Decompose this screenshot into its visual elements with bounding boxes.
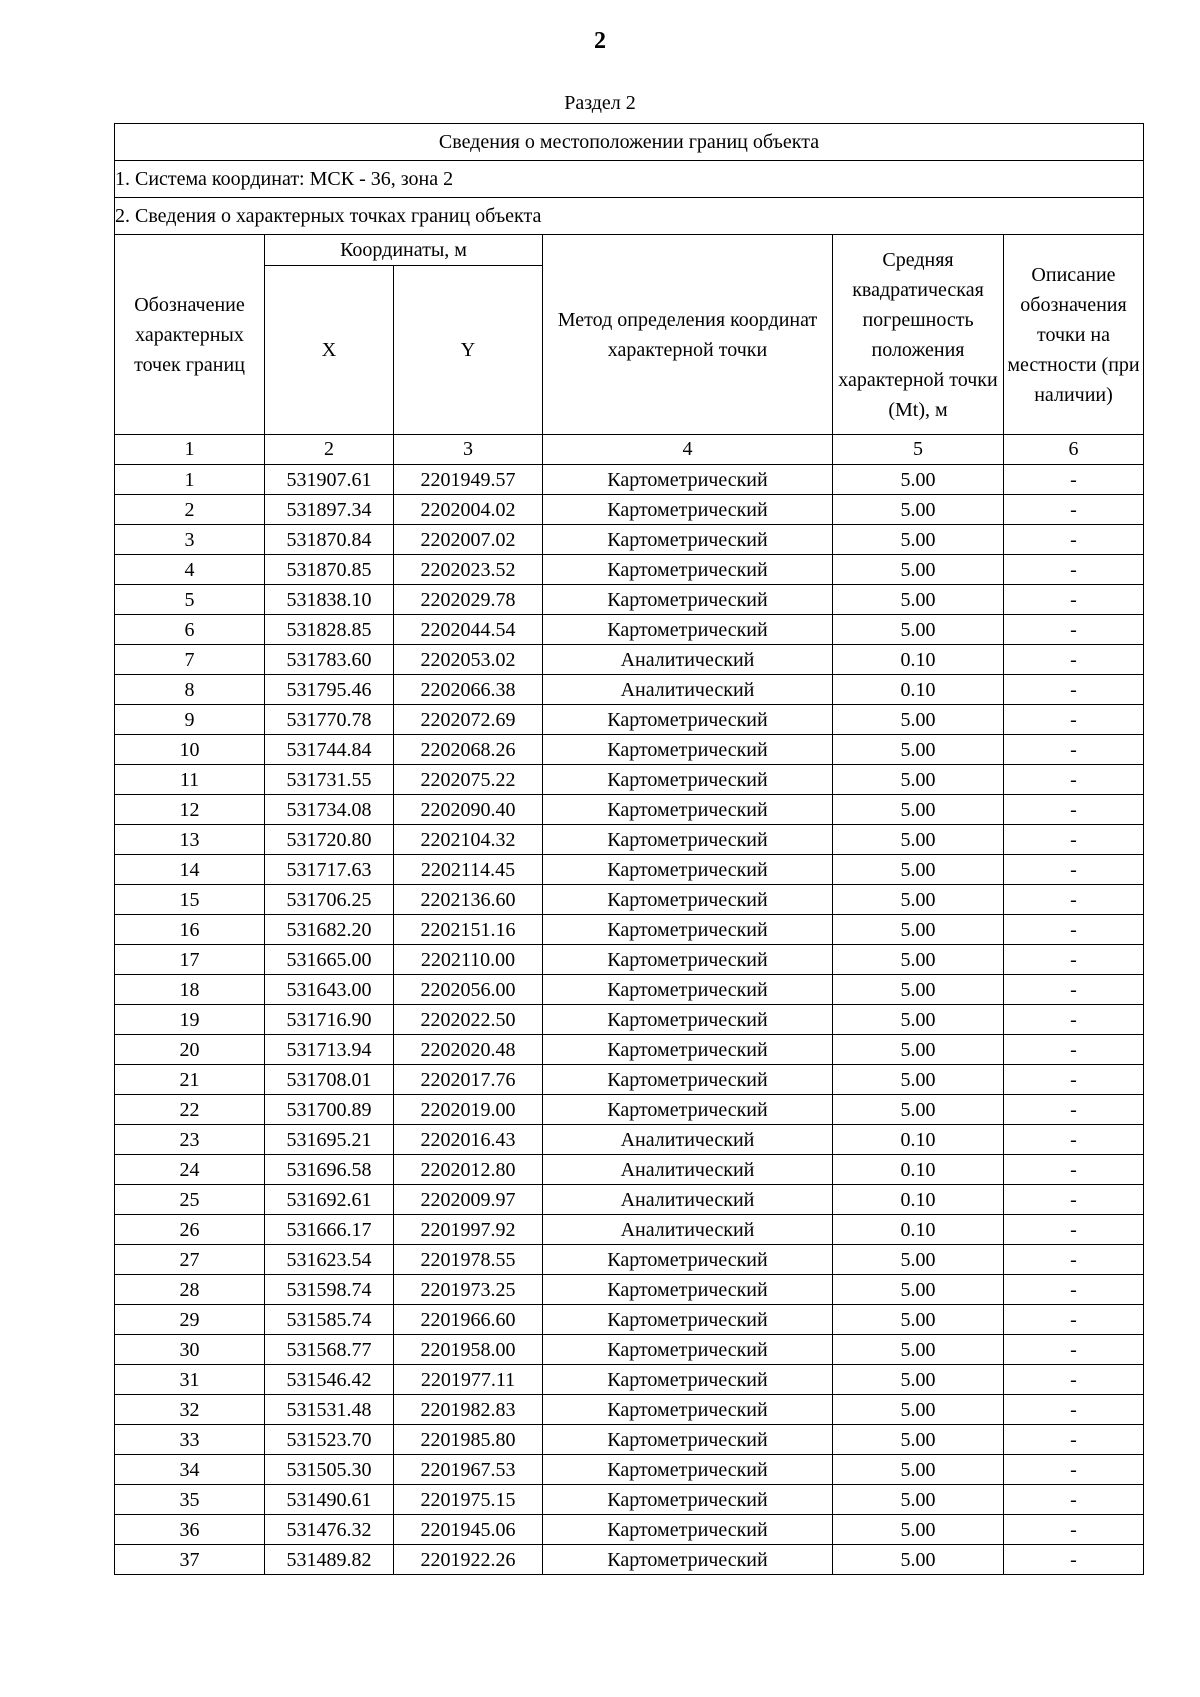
- error-cell: 5.00: [833, 495, 1004, 525]
- table-row: [115, 855, 1144, 885]
- error-cell: 0.10: [833, 1155, 1004, 1185]
- table-row: [115, 825, 1144, 855]
- x-cell: 531828.85: [265, 615, 394, 645]
- description-cell: -: [1004, 675, 1144, 705]
- y-cell: 2202023.52: [394, 555, 543, 585]
- x-cell: 531585.74: [265, 1305, 394, 1335]
- error-cell: 5.00: [833, 855, 1004, 885]
- table-row: [115, 645, 1144, 675]
- method-cell: Картометрический: [543, 705, 833, 735]
- description-cell: -: [1004, 1425, 1144, 1455]
- x-cell: 531568.77: [265, 1335, 394, 1365]
- point-id-cell: 26: [115, 1215, 265, 1245]
- column-number: 3: [394, 435, 543, 465]
- point-id-cell: 36: [115, 1515, 265, 1545]
- page-number: 2: [594, 28, 606, 54]
- y-cell: 2202136.60: [394, 885, 543, 915]
- table-row: [115, 1395, 1144, 1425]
- description-cell: -: [1004, 1245, 1144, 1275]
- description-cell: -: [1004, 1335, 1144, 1365]
- section-title: Раздел 2: [564, 92, 636, 114]
- point-id-cell: 25: [115, 1185, 265, 1215]
- table-row: [115, 1485, 1144, 1515]
- y-cell: 2201977.11: [394, 1365, 543, 1395]
- boundary-points-table: [114, 123, 1144, 1575]
- error-cell: 5.00: [833, 465, 1004, 495]
- coord-system: 1. Система координат: МСК - 36, зона 2: [115, 161, 1144, 198]
- point-id-cell: 34: [115, 1455, 265, 1485]
- table-row: [115, 1305, 1144, 1335]
- x-cell: 531489.82: [265, 1545, 394, 1575]
- description-cell: -: [1004, 495, 1144, 525]
- x-cell: 531870.84: [265, 525, 394, 555]
- point-id-cell: 13: [115, 825, 265, 855]
- y-cell: 2201982.83: [394, 1395, 543, 1425]
- method-cell: Картометрический: [543, 735, 833, 765]
- table-row: [115, 795, 1144, 825]
- x-cell: 531695.21: [265, 1125, 394, 1155]
- error-cell: 5.00: [833, 975, 1004, 1005]
- point-id-cell: 1: [115, 465, 265, 495]
- error-cell: 5.00: [833, 1365, 1004, 1395]
- subsection-row: [115, 198, 1144, 235]
- error-cell: 5.00: [833, 705, 1004, 735]
- method-cell: Картометрический: [543, 1485, 833, 1515]
- table-row: [115, 1185, 1144, 1215]
- error-cell: 5.00: [833, 1035, 1004, 1065]
- error-cell: 5.00: [833, 1275, 1004, 1305]
- method-cell: Картометрический: [543, 1545, 833, 1575]
- method-cell: Аналитический: [543, 1185, 833, 1215]
- table-row: [115, 915, 1144, 945]
- header-x: X: [265, 266, 394, 435]
- coord-system-row: [115, 161, 1144, 198]
- table-body: [115, 465, 1144, 1575]
- description-cell: -: [1004, 825, 1144, 855]
- column-number: 4: [543, 435, 833, 465]
- table-row: [115, 1125, 1144, 1155]
- x-cell: 531870.85: [265, 555, 394, 585]
- x-cell: 531623.54: [265, 1245, 394, 1275]
- method-cell: Картометрический: [543, 465, 833, 495]
- error-cell: 0.10: [833, 675, 1004, 705]
- error-cell: 5.00: [833, 885, 1004, 915]
- description-cell: -: [1004, 1455, 1144, 1485]
- x-cell: 531490.61: [265, 1485, 394, 1515]
- description-cell: -: [1004, 1095, 1144, 1125]
- x-cell: 531783.60: [265, 645, 394, 675]
- y-cell: 2201978.55: [394, 1245, 543, 1275]
- table-title: Сведения о местоположении границ объекта: [115, 124, 1144, 161]
- method-cell: Картометрический: [543, 495, 833, 525]
- y-cell: 2201997.92: [394, 1215, 543, 1245]
- error-cell: 5.00: [833, 585, 1004, 615]
- x-cell: 531665.00: [265, 945, 394, 975]
- method-cell: Картометрический: [543, 1035, 833, 1065]
- method-cell: Картометрический: [543, 1365, 833, 1395]
- table-row: [115, 465, 1144, 495]
- table-row: [115, 1545, 1144, 1575]
- error-cell: 5.00: [833, 1515, 1004, 1545]
- method-cell: Картометрический: [543, 555, 833, 585]
- description-cell: -: [1004, 795, 1144, 825]
- table-title-row: [115, 124, 1144, 161]
- table-row: [115, 495, 1144, 525]
- x-cell: 531907.61: [265, 465, 394, 495]
- error-cell: 5.00: [833, 1245, 1004, 1275]
- error-cell: 0.10: [833, 1215, 1004, 1245]
- point-id-cell: 32: [115, 1395, 265, 1425]
- point-id-cell: 30: [115, 1335, 265, 1365]
- description-cell: -: [1004, 1275, 1144, 1305]
- header-point-id: Обозначение характерных точек границ: [115, 235, 265, 435]
- table-row: [115, 1155, 1144, 1185]
- point-id-cell: 5: [115, 585, 265, 615]
- y-cell: 2202110.00: [394, 945, 543, 975]
- table-row: [115, 585, 1144, 615]
- y-cell: 2202068.26: [394, 735, 543, 765]
- x-cell: 531708.01: [265, 1065, 394, 1095]
- description-cell: -: [1004, 1305, 1144, 1335]
- method-cell: Картометрический: [543, 1515, 833, 1545]
- x-cell: 531720.80: [265, 825, 394, 855]
- error-cell: 5.00: [833, 1095, 1004, 1125]
- y-cell: 2202053.02: [394, 645, 543, 675]
- description-cell: -: [1004, 1545, 1144, 1575]
- point-id-cell: 20: [115, 1035, 265, 1065]
- method-cell: Картометрический: [543, 525, 833, 555]
- description-cell: -: [1004, 1365, 1144, 1395]
- error-cell: 0.10: [833, 1185, 1004, 1215]
- table-row: [115, 1005, 1144, 1035]
- description-cell: -: [1004, 1215, 1144, 1245]
- point-id-cell: 3: [115, 525, 265, 555]
- description-cell: -: [1004, 1035, 1144, 1065]
- description-cell: -: [1004, 465, 1144, 495]
- point-id-cell: 23: [115, 1125, 265, 1155]
- column-number: 5: [833, 435, 1004, 465]
- method-cell: Картометрический: [543, 1065, 833, 1095]
- error-cell: 5.00: [833, 945, 1004, 975]
- method-cell: Картометрический: [543, 585, 833, 615]
- error-cell: 5.00: [833, 1065, 1004, 1095]
- description-cell: -: [1004, 915, 1144, 945]
- table-row: [115, 735, 1144, 765]
- description-cell: -: [1004, 1065, 1144, 1095]
- point-id-cell: 9: [115, 705, 265, 735]
- y-cell: 2201975.15: [394, 1485, 543, 1515]
- point-id-cell: 7: [115, 645, 265, 675]
- description-cell: -: [1004, 1005, 1144, 1035]
- method-cell: Картометрический: [543, 915, 833, 945]
- method-cell: Картометрический: [543, 945, 833, 975]
- point-id-cell: 11: [115, 765, 265, 795]
- description-cell: -: [1004, 645, 1144, 675]
- y-cell: 2201945.06: [394, 1515, 543, 1545]
- x-cell: 531731.55: [265, 765, 394, 795]
- y-cell: 2201973.25: [394, 1275, 543, 1305]
- description-cell: -: [1004, 1515, 1144, 1545]
- description-cell: -: [1004, 735, 1144, 765]
- y-cell: 2202020.48: [394, 1035, 543, 1065]
- method-cell: Картометрический: [543, 1005, 833, 1035]
- point-id-cell: 14: [115, 855, 265, 885]
- point-id-cell: 33: [115, 1425, 265, 1455]
- y-cell: 2202044.54: [394, 615, 543, 645]
- point-id-cell: 17: [115, 945, 265, 975]
- y-cell: 2202009.97: [394, 1185, 543, 1215]
- point-id-cell: 16: [115, 915, 265, 945]
- table-row: [115, 1515, 1144, 1545]
- method-cell: Картометрический: [543, 1335, 833, 1365]
- table-row: [115, 975, 1144, 1005]
- description-cell: -: [1004, 615, 1144, 645]
- column-number: 6: [1004, 435, 1144, 465]
- x-cell: 531716.90: [265, 1005, 394, 1035]
- table-row: [115, 1365, 1144, 1395]
- table-row: [115, 1335, 1144, 1365]
- table-row: [115, 765, 1144, 795]
- description-cell: -: [1004, 1185, 1144, 1215]
- column-number: 2: [265, 435, 394, 465]
- method-cell: Аналитический: [543, 675, 833, 705]
- x-cell: 531531.48: [265, 1395, 394, 1425]
- description-cell: -: [1004, 885, 1144, 915]
- table-row: [115, 1425, 1144, 1455]
- table-row: [115, 1455, 1144, 1485]
- method-cell: Картометрический: [543, 765, 833, 795]
- y-cell: 2202066.38: [394, 675, 543, 705]
- table-row: [115, 1275, 1144, 1305]
- description-cell: -: [1004, 705, 1144, 735]
- description-cell: -: [1004, 555, 1144, 585]
- error-cell: 5.00: [833, 765, 1004, 795]
- point-id-cell: 37: [115, 1545, 265, 1575]
- error-cell: 5.00: [833, 825, 1004, 855]
- header-error: Средняя квадратическая погрешность положения характерной точки (Mt), м: [833, 235, 1004, 435]
- x-cell: 531734.08: [265, 795, 394, 825]
- x-cell: 531717.63: [265, 855, 394, 885]
- x-cell: 531838.10: [265, 585, 394, 615]
- y-cell: 2202017.76: [394, 1065, 543, 1095]
- method-cell: Картометрический: [543, 975, 833, 1005]
- y-cell: 2202090.40: [394, 795, 543, 825]
- method-cell: Картометрический: [543, 1425, 833, 1455]
- header-y: Y: [394, 266, 543, 435]
- y-cell: 2202114.45: [394, 855, 543, 885]
- point-id-cell: 35: [115, 1485, 265, 1515]
- error-cell: 5.00: [833, 615, 1004, 645]
- error-cell: 5.00: [833, 795, 1004, 825]
- point-id-cell: 22: [115, 1095, 265, 1125]
- error-cell: 5.00: [833, 915, 1004, 945]
- method-cell: Картометрический: [543, 1305, 833, 1335]
- header-method: Метод определения координат характерной точки: [543, 235, 833, 435]
- x-cell: 531643.00: [265, 975, 394, 1005]
- table-row: [115, 675, 1144, 705]
- method-cell: Картометрический: [543, 855, 833, 885]
- method-cell: Картометрический: [543, 1095, 833, 1125]
- y-cell: 2202007.02: [394, 525, 543, 555]
- error-cell: 0.10: [833, 645, 1004, 675]
- y-cell: 2201922.26: [394, 1545, 543, 1575]
- point-id-cell: 19: [115, 1005, 265, 1035]
- error-cell: 5.00: [833, 555, 1004, 585]
- point-id-cell: 29: [115, 1305, 265, 1335]
- column-number-row: [115, 435, 1144, 465]
- y-cell: 2201949.57: [394, 465, 543, 495]
- method-cell: Аналитический: [543, 1155, 833, 1185]
- y-cell: 2201958.00: [394, 1335, 543, 1365]
- y-cell: 2202029.78: [394, 585, 543, 615]
- table-row: [115, 705, 1144, 735]
- method-cell: Аналитический: [543, 645, 833, 675]
- y-cell: 2201985.80: [394, 1425, 543, 1455]
- method-cell: Картометрический: [543, 1245, 833, 1275]
- y-cell: 2202151.16: [394, 915, 543, 945]
- x-cell: 531700.89: [265, 1095, 394, 1125]
- description-cell: -: [1004, 1155, 1144, 1185]
- header-description: Описание обозначения точки на местности (при наличии): [1004, 235, 1144, 435]
- method-cell: Картометрический: [543, 1395, 833, 1425]
- method-cell: Аналитический: [543, 1125, 833, 1155]
- point-id-cell: 28: [115, 1275, 265, 1305]
- description-cell: -: [1004, 1485, 1144, 1515]
- error-cell: 5.00: [833, 1395, 1004, 1425]
- description-cell: -: [1004, 1125, 1144, 1155]
- y-cell: 2202012.80: [394, 1155, 543, 1185]
- point-id-cell: 6: [115, 615, 265, 645]
- point-id-cell: 4: [115, 555, 265, 585]
- header-row-top: [115, 235, 1144, 266]
- method-cell: Картометрический: [543, 885, 833, 915]
- y-cell: 2201966.60: [394, 1305, 543, 1335]
- x-cell: 531523.70: [265, 1425, 394, 1455]
- error-cell: 5.00: [833, 1335, 1004, 1365]
- method-cell: Картометрический: [543, 1275, 833, 1305]
- point-id-cell: 10: [115, 735, 265, 765]
- column-number: 1: [115, 435, 265, 465]
- method-cell: Картометрический: [543, 1455, 833, 1485]
- y-cell: 2202075.22: [394, 765, 543, 795]
- x-cell: 531682.20: [265, 915, 394, 945]
- point-id-cell: 27: [115, 1245, 265, 1275]
- point-id-cell: 2: [115, 495, 265, 525]
- description-cell: -: [1004, 1395, 1144, 1425]
- point-id-cell: 15: [115, 885, 265, 915]
- table-row: [115, 555, 1144, 585]
- subsection-title: 2. Сведения о характерных точках границ объекта: [115, 198, 1144, 235]
- table-row: [115, 1035, 1144, 1065]
- error-cell: 0.10: [833, 1125, 1004, 1155]
- y-cell: 2202022.50: [394, 1005, 543, 1035]
- table-row: [115, 945, 1144, 975]
- method-cell: Аналитический: [543, 1215, 833, 1245]
- table-row: [115, 1215, 1144, 1245]
- method-cell: Картометрический: [543, 825, 833, 855]
- x-cell: 531795.46: [265, 675, 394, 705]
- point-id-cell: 21: [115, 1065, 265, 1095]
- x-cell: 531713.94: [265, 1035, 394, 1065]
- point-id-cell: 24: [115, 1155, 265, 1185]
- error-cell: 5.00: [833, 1455, 1004, 1485]
- error-cell: 5.00: [833, 1485, 1004, 1515]
- x-cell: 531897.34: [265, 495, 394, 525]
- description-cell: -: [1004, 765, 1144, 795]
- y-cell: 2202056.00: [394, 975, 543, 1005]
- y-cell: 2202016.43: [394, 1125, 543, 1155]
- error-cell: 5.00: [833, 1005, 1004, 1035]
- description-cell: -: [1004, 975, 1144, 1005]
- table-row: [115, 1065, 1144, 1095]
- method-cell: Картометрический: [543, 615, 833, 645]
- y-cell: 2202004.02: [394, 495, 543, 525]
- table-row: [115, 1245, 1144, 1275]
- y-cell: 2202104.32: [394, 825, 543, 855]
- x-cell: 531770.78: [265, 705, 394, 735]
- error-cell: 5.00: [833, 735, 1004, 765]
- y-cell: 2202072.69: [394, 705, 543, 735]
- description-cell: -: [1004, 525, 1144, 555]
- x-cell: 531476.32: [265, 1515, 394, 1545]
- point-id-cell: 18: [115, 975, 265, 1005]
- x-cell: 531692.61: [265, 1185, 394, 1215]
- y-cell: 2201967.53: [394, 1455, 543, 1485]
- error-cell: 5.00: [833, 1425, 1004, 1455]
- point-id-cell: 31: [115, 1365, 265, 1395]
- description-cell: -: [1004, 585, 1144, 615]
- error-cell: 5.00: [833, 1305, 1004, 1335]
- x-cell: 531696.58: [265, 1155, 394, 1185]
- point-id-cell: 8: [115, 675, 265, 705]
- table-row: [115, 1095, 1144, 1125]
- x-cell: 531546.42: [265, 1365, 394, 1395]
- x-cell: 531706.25: [265, 885, 394, 915]
- error-cell: 5.00: [833, 1545, 1004, 1575]
- description-cell: -: [1004, 855, 1144, 885]
- error-cell: 5.00: [833, 525, 1004, 555]
- table-row: [115, 525, 1144, 555]
- description-cell: -: [1004, 945, 1144, 975]
- y-cell: 2202019.00: [394, 1095, 543, 1125]
- table-row: [115, 615, 1144, 645]
- x-cell: 531505.30: [265, 1455, 394, 1485]
- point-id-cell: 12: [115, 795, 265, 825]
- x-cell: 531666.17: [265, 1215, 394, 1245]
- x-cell: 531598.74: [265, 1275, 394, 1305]
- method-cell: Картометрический: [543, 795, 833, 825]
- header-coords-group: Координаты, м: [265, 235, 543, 266]
- table-row: [115, 885, 1144, 915]
- x-cell: 531744.84: [265, 735, 394, 765]
